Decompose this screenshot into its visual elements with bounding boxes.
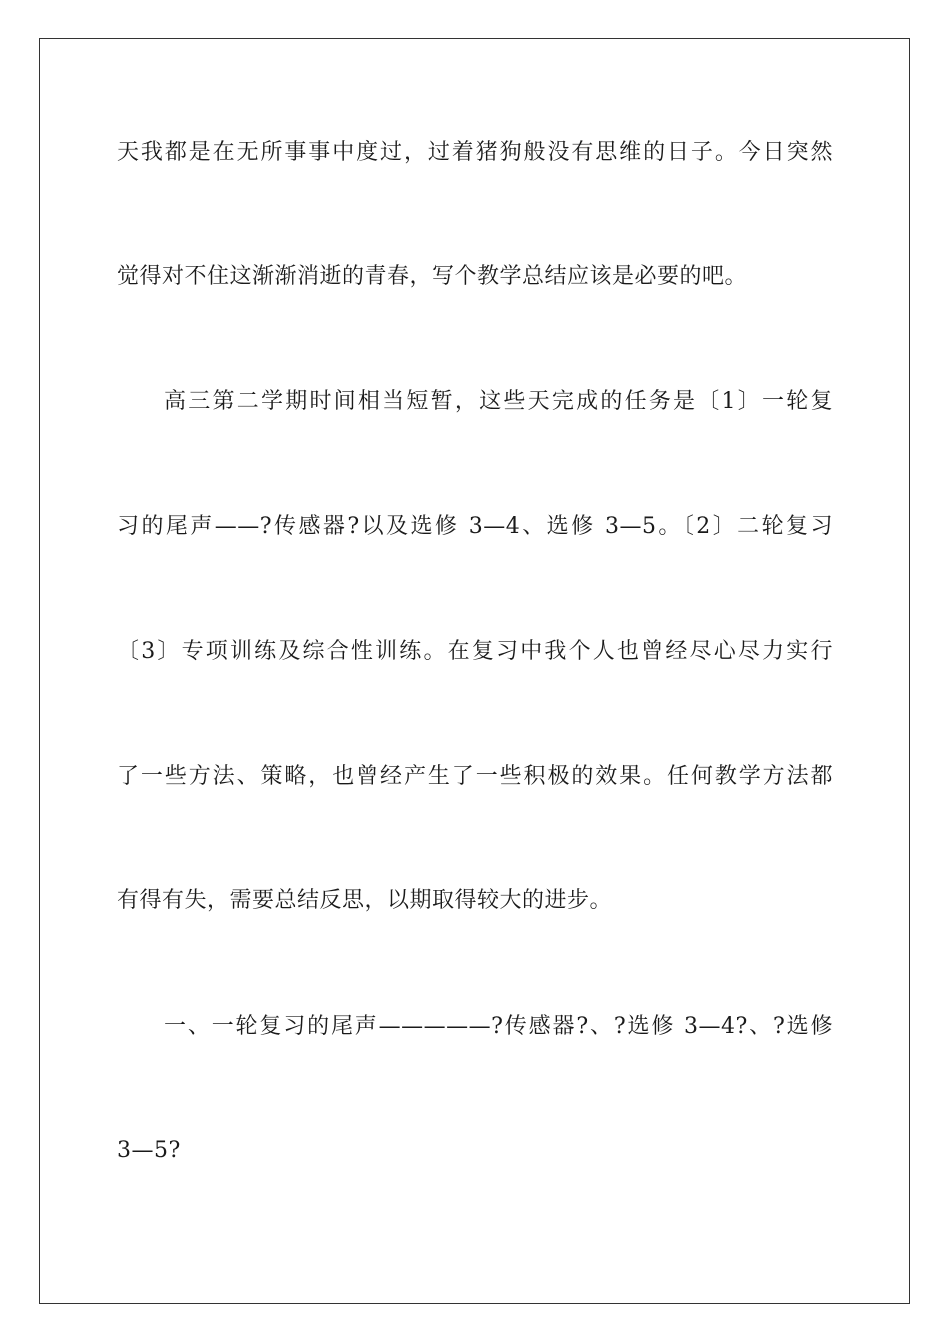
section-heading-continuation: 3—5? — [117, 1138, 181, 1163]
text-line-5: 〔3〕专项训练及综合性训练。在复习中我个人也曾经尽心尽力实行 — [117, 639, 833, 664]
text-line-2: 觉得对不住这渐渐消逝的青春，写个教学总结应该是必要的吧。 — [117, 264, 748, 289]
section-heading-line: 一、一轮复习的尾声—————?传感器?、?选修 3—4?、?选修 — [164, 1014, 833, 1039]
text-line-1: 天我都是在无所事事中度过，过着猪狗般没有思维的日子。今日突然 — [117, 140, 833, 165]
text-line-7: 有得有失，需要总结反思，以期取得较大的进步。 — [117, 888, 613, 913]
page-border — [39, 38, 910, 1304]
text-line-4: 习的尾声——?传感器?以及选修 3—4、选修 3—5。〔2〕二轮复习 — [117, 514, 833, 539]
text-line-6: 了一些方法、策略，也曾经产生了一些积极的效果。任何教学方法都 — [117, 764, 833, 789]
paragraph-start-line: 高三第二学期时间相当短暂，这些天完成的任务是〔1〕一轮复 — [164, 389, 833, 414]
